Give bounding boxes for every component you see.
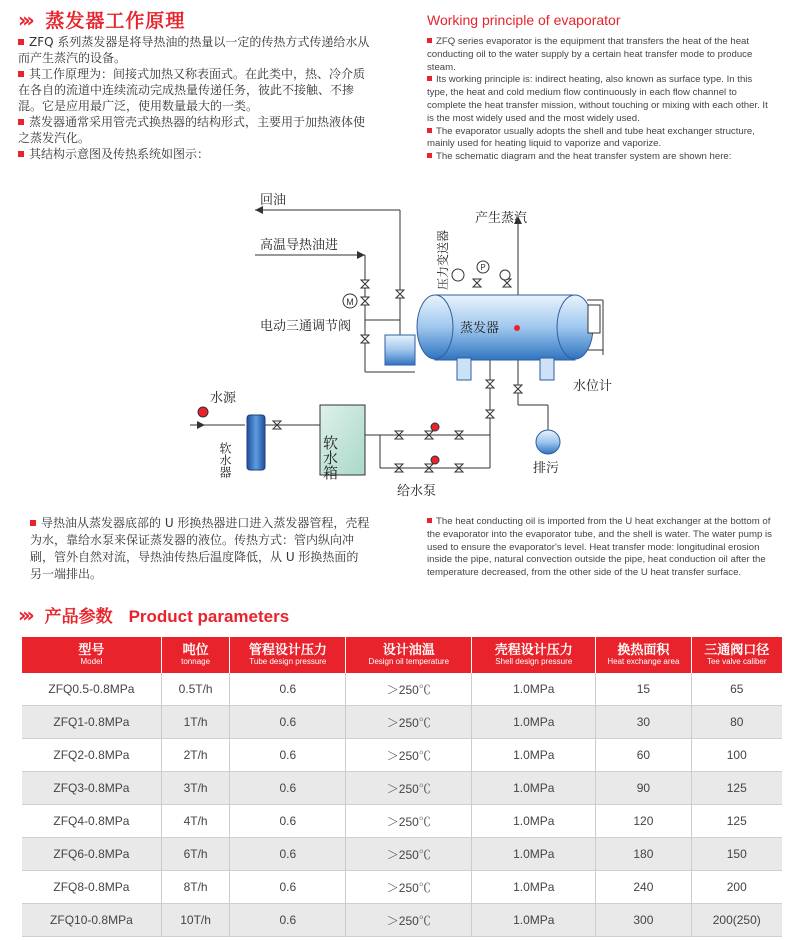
table-cell: ＞250℃ [346, 706, 472, 739]
intro-en-paragraph: ZFQ series evaporator is the equipment that transfers the heat of the heat conducting oil to the water supply by a certain heat transfer mode to produce steam. [427, 36, 753, 73]
table-row [22, 739, 782, 772]
table-cell: 65 [691, 673, 782, 706]
table-cell: 1.0MPa [472, 673, 596, 706]
bullet-icon [18, 39, 24, 45]
table-cell: 1.0MPa [472, 739, 596, 772]
table-header-row [22, 637, 782, 673]
intro-cn-paragraph: 其工作原理为：间接式加热又称表面式。在此类中，热、冷介质在各自的流道中连续流动完成热量传递任务，彼此不接触、不掺混。它是应用最广泛，使用数量最大的一类。 [18, 67, 366, 113]
header-valve-caliber: 三通阀口径 Tee valve caliber [691, 637, 782, 673]
section-title-params: ››› 产品参数 Product parameters [18, 603, 290, 627]
blowdown-tank-icon [536, 430, 560, 454]
label-soft-water-tank: 软水箱 [321, 435, 339, 480]
description-cn: 导热油从蒸发器底部的 U 形换热器进口进入蒸发器管程，壳程为水，靠给水泵来保证蒸发器的液位。传热方式：管内纵向冲刷，管外自然对流，导热油传热后温度降低，从 U 形换热面的另一端排出。 [30, 516, 370, 581]
label-water-level: 水位计 [573, 379, 613, 394]
table-cell: 6T/h [161, 838, 230, 871]
table-cell: 200(250) [691, 904, 782, 937]
label-pressure-transmitter: 压力变送器 [436, 229, 450, 290]
header-oil-temp: 设计油温 Design oil temperature [346, 637, 472, 673]
table-cell: 10T/h [161, 904, 230, 937]
bullet-icon [427, 518, 432, 523]
table-cell: 1T/h [161, 706, 230, 739]
table-cell: 240 [596, 871, 691, 904]
table-cell: 1.0MPa [472, 706, 596, 739]
header-tonnage: 吨位 tonnage [161, 637, 230, 673]
table-cell: 80 [691, 706, 782, 739]
table-cell: 3T/h [161, 772, 230, 805]
table-cell: 0.6 [230, 739, 346, 772]
table-cell: 120 [596, 805, 691, 838]
label-steam-out: 产生蒸汽 [475, 211, 528, 226]
bullet-icon [427, 153, 432, 158]
bullet-icon [18, 151, 24, 157]
chevron-right-icon: ››› [18, 603, 31, 627]
intro-en-paragraph: The schematic diagram and the heat transfer system are shown here: [427, 151, 772, 164]
table-cell: 0.6 [230, 871, 346, 904]
label-hot-oil-in: 高温导热油进 [260, 238, 339, 253]
table-cell: 15 [596, 673, 691, 706]
label-softener: 软水器 [218, 442, 232, 478]
table-cell: 1.0MPa [472, 772, 596, 805]
intro-en [427, 36, 772, 164]
table-row [22, 772, 782, 805]
table-cell: 1.0MPa [472, 871, 596, 904]
table-row [22, 673, 782, 706]
intro-en-paragraph: Its working principle is: indirect heating, also known as surface type. In this type, the heat and cold medium flow continuously in each flow channel to complete the heat transfer mission, without touching or mixing with each other. It is the most widely used and the most widely used. [427, 74, 768, 124]
label-evaporator: 蒸发器 [460, 321, 500, 336]
header-shell-pressure: 壳程设计压力 Shell design pressure [472, 637, 596, 673]
bullet-icon [427, 38, 432, 43]
table-row [22, 871, 782, 904]
softener-icon [247, 415, 265, 470]
table-cell: ＞250℃ [346, 871, 472, 904]
bullet-icon [18, 119, 24, 125]
title-en: Working principle of evaporator [427, 12, 621, 28]
table-cell: 8T/h [161, 871, 230, 904]
table-row [22, 706, 782, 739]
table-cell: 2T/h [161, 739, 230, 772]
chevron-right-icon: ››› [18, 8, 31, 32]
table-cell: ＞250℃ [346, 805, 472, 838]
intro-cn-paragraph: 其结构示意图及传热系统如图示： [18, 146, 376, 162]
table-cell: 180 [596, 838, 691, 871]
table-cell: ZFQ4-0.8MPa [22, 805, 161, 838]
description-en: The heat conducting oil is imported from the U heat exchanger at the bottom of the evaporator into the evaporator tube, and the shell is water. The water pump is used to ensure the evaporator's level. Heat transfer mode: longitudinal erosion inside the pipe, natural convection outside the pipe, heat conduction oil after the temperature decreased, from the other side of the U heat transfer surface. [427, 516, 772, 579]
table-cell: 90 [596, 772, 691, 805]
table-row [22, 805, 782, 838]
intro-en-paragraph: The evaporator usually adopts the shell and tube heat exchanger structure, mainly used for heating liquid to vaporize and vaporize. [427, 125, 755, 150]
bullet-icon [427, 128, 432, 133]
level-gauge-icon [588, 305, 600, 333]
bullet-icon [427, 76, 432, 81]
table-cell: ZFQ1-0.8MPa [22, 706, 161, 739]
table-cell: 30 [596, 706, 691, 739]
intro-cn-paragraph: 蒸发器通常采用管壳式换热器的结构形式，主要用于加热液体使之蒸发汽化。 [18, 115, 366, 145]
table-cell: ZFQ3-0.8MPa [22, 772, 161, 805]
svg-text:M: M [346, 297, 354, 307]
table-cell: 1.0MPa [472, 805, 596, 838]
table-cell: ＞250℃ [346, 838, 472, 871]
table-cell: ＞250℃ [346, 904, 472, 937]
pressure-transmitter-icon [452, 269, 464, 281]
table-cell: ZFQ2-0.8MPa [22, 739, 161, 772]
table-cell: 100 [691, 739, 782, 772]
table-cell: ＞250℃ [346, 673, 472, 706]
table-cell: 150 [691, 838, 782, 871]
table-cell: 0.5T/h [161, 673, 230, 706]
table-cell: 1.0MPa [472, 838, 596, 871]
table-cell: 300 [596, 904, 691, 937]
table-cell: 0.6 [230, 673, 346, 706]
table-cell: ZFQ8-0.8MPa [22, 871, 161, 904]
table-cell: 1.0MPa [472, 904, 596, 937]
table-cell: 0.6 [230, 904, 346, 937]
svg-text:P: P [480, 263, 486, 272]
table-row [22, 904, 782, 937]
table-cell: 4T/h [161, 805, 230, 838]
table-cell: ZFQ10-0.8MPa [22, 904, 161, 937]
evaporator-vessel [385, 295, 593, 380]
label-three-way-valve: 电动三通调节阀 [260, 319, 352, 334]
table-cell: 0.6 [230, 772, 346, 805]
table-row [22, 838, 782, 871]
section-title-principle [18, 6, 185, 33]
product-params-table [22, 637, 782, 937]
header-heat-area: 换热面积 Heat exchange area [596, 637, 691, 673]
table-cell: ZFQ6-0.8MPa [22, 838, 161, 871]
header-model: 型号 Model [22, 637, 161, 673]
table-cell: ＞250℃ [346, 772, 472, 805]
table-cell: 0.6 [230, 805, 346, 838]
intro-cn [18, 34, 376, 162]
table-cell: 0.6 [230, 706, 346, 739]
table-cell: 0.6 [230, 838, 346, 871]
label-blowdown: 排污 [533, 461, 560, 476]
label-water-source: 水源 [210, 391, 237, 406]
header-tube-pressure: 管程设计压力 Tube design pressure [230, 637, 346, 673]
table-cell: ZFQ0.5-0.8MPa [22, 673, 161, 706]
bullet-icon [30, 520, 36, 526]
evaporator-schematic [185, 180, 625, 510]
table-cell: 125 [691, 772, 782, 805]
title-cn: 蒸发器工作原理 [45, 10, 186, 32]
table-cell: 200 [691, 871, 782, 904]
table-cell: 60 [596, 739, 691, 772]
table-cell: ＞250℃ [346, 739, 472, 772]
bullet-icon [18, 71, 24, 77]
intro-cn-paragraph: ZFQ 系列蒸发器是将导热油的热量以一定的传热方式传递给水从而产生蒸汽的设备。 [18, 35, 370, 65]
table-cell: 125 [691, 805, 782, 838]
label-return-oil: 回油 [260, 193, 287, 208]
label-feed-pump: 给水泵 [397, 484, 437, 499]
